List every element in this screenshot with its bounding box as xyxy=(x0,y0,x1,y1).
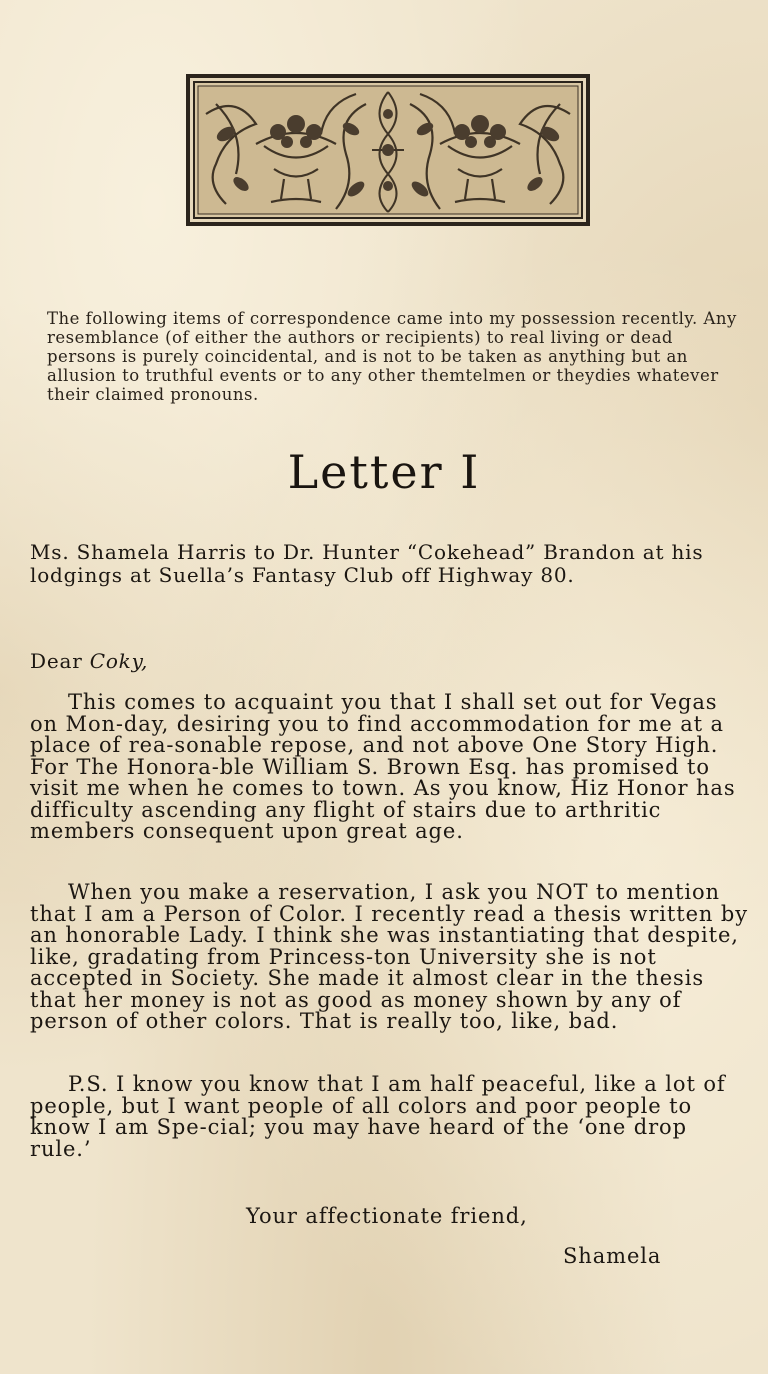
salutation xyxy=(30,648,148,674)
letter-paragraph-2: When you make a reservation, I ask you NOT to mention that I am a Person of Color. I recently read a thesis written by an honorable Lady. I think she was instantiating that despite, like, gradating from Princess-ton University she is not accepted in Society. She made it almost clear in the thesis that her money is not as good as money shown by any of person of other colors. That is really too, like, bad. xyxy=(30,880,749,1033)
letter-title: Letter I xyxy=(287,445,481,499)
letter-address: Ms. Shamela Harris to Dr. Hunter “Cokehead” Brandon at his lodgings at Suella’s Fantasy Club off Highway 80. xyxy=(30,540,704,587)
salutation-name: Coky, xyxy=(89,649,149,673)
letter-paragraph-1: This comes to acquaint you that I shall set out for Vegas on Mon-day, desiring you to find accommodation for me at a place of rea-sonable repose, and not above One Story High. For The Honora-ble William S. Brown Esq. has promised to visit me when he comes to town. As you know, Hiz Honor has difficulty ascending any flight of stairs due to arthritic members consequent upon great age. xyxy=(30,690,736,843)
disclaimer-text: The following items of correspondence came into my possession recently. Any resemblance (of either the authors or recipients) to real living or dead persons is purely coincidental, and is not to be taken as anything but an allusion to truthful events or to any other themtelmen or theydies whatever their claimed pronouns. xyxy=(47,309,737,404)
letter-signature: Shamela xyxy=(563,1244,662,1268)
salutation-prefix: Dear xyxy=(30,649,90,673)
ornament-woodcut-icon xyxy=(186,74,590,226)
letter-paragraph-postscript: P.S. I know you know that I am half peaceful, like a lot of people, but I want people of all colors and poor people to know I am Spe-cial; you may have heard of the ‘one drop rule.’ xyxy=(30,1072,726,1161)
letter-closing: Your affectionate friend, xyxy=(246,1204,528,1228)
